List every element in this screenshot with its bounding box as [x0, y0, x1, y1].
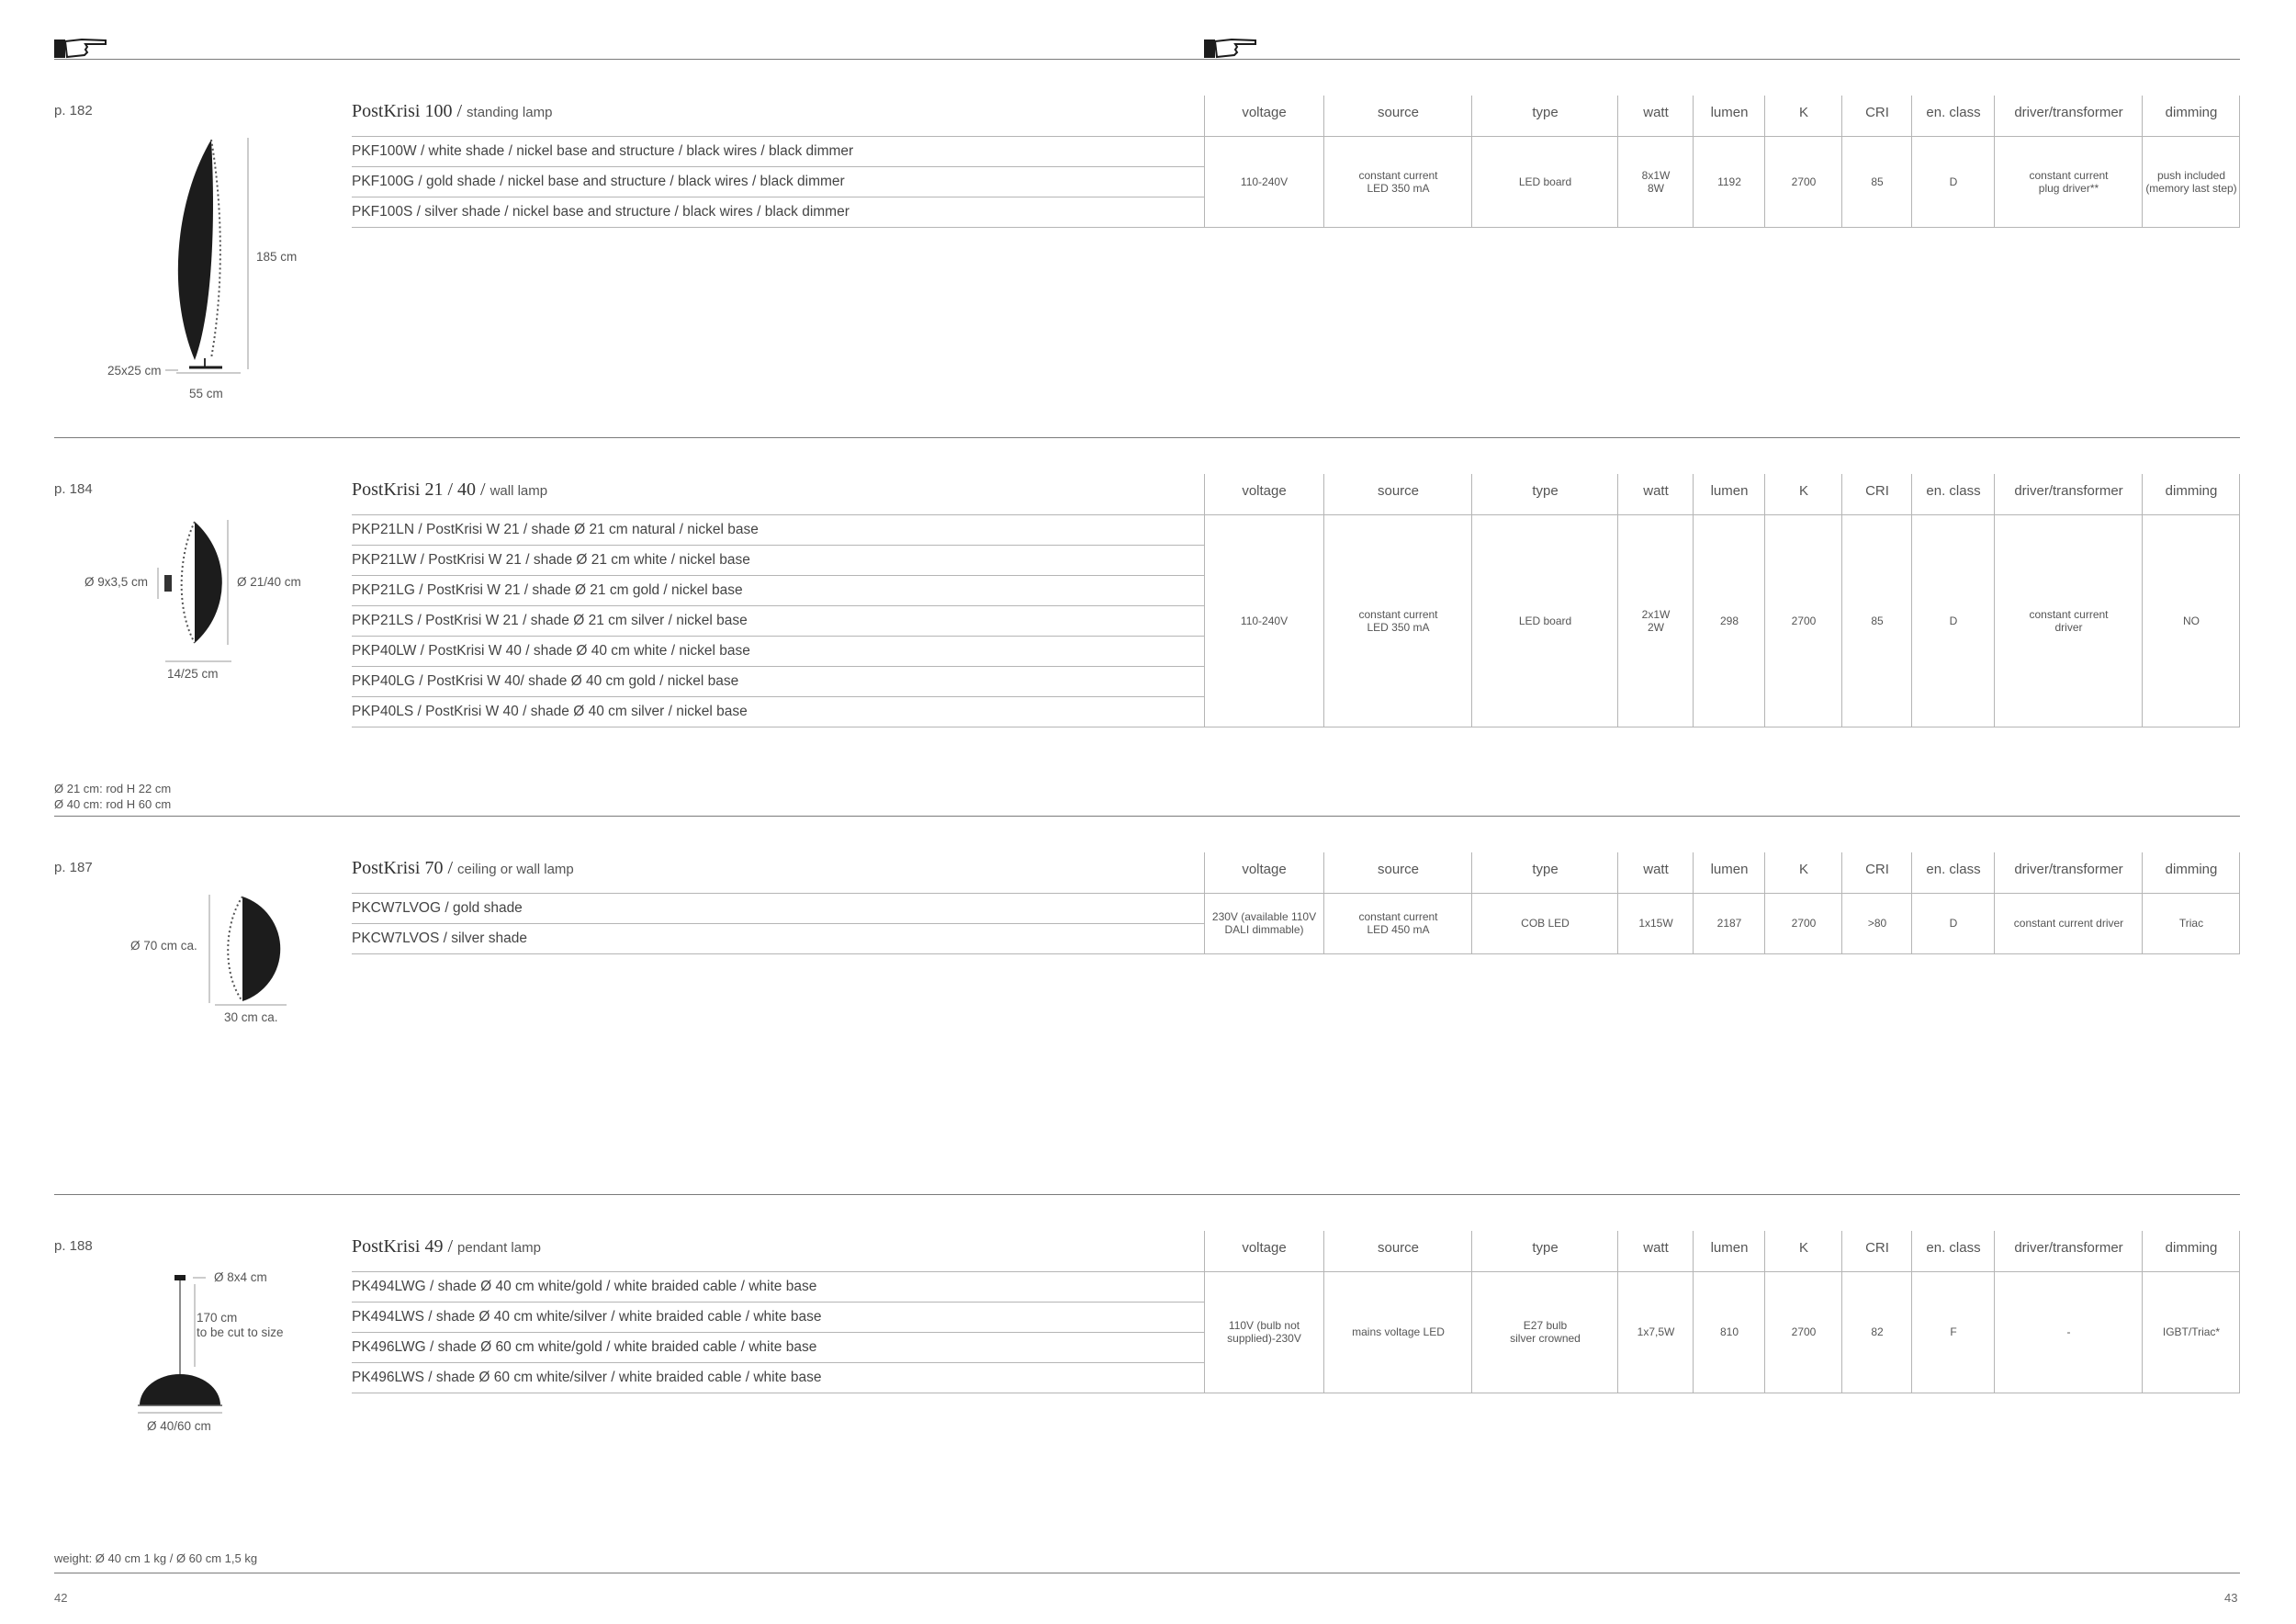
- spec-source: constant current LED 450 mA: [1358, 910, 1438, 936]
- dim-base: Ø 9x3,5 cm: [84, 575, 149, 589]
- spec-CRI: 85: [1871, 614, 1884, 627]
- table-bottom-rule: [352, 227, 2240, 228]
- ceiling-lamp-figure: [202, 887, 312, 1016]
- product-name: PostKrisi 70: [352, 858, 444, 878]
- product-variant: PKP40LG / PostKrisi W 40/ shade Ø 40 cm gold / nickel base: [352, 673, 739, 689]
- title-separator: /: [443, 858, 458, 878]
- dim-depth: 30 cm ca.: [224, 1010, 278, 1024]
- column-header: K: [1798, 483, 1808, 499]
- column-header: voltage: [1242, 862, 1287, 877]
- column-header: type: [1532, 483, 1559, 499]
- section-rule: [54, 816, 2240, 817]
- spec-dimming: push included (memory last step): [2145, 168, 2237, 195]
- page-reference: p. 188: [54, 1238, 93, 1254]
- row-separator: [352, 545, 1204, 546]
- spec-voltage: 230V (available 110V DALI dimmable): [1211, 910, 1317, 936]
- product-variant: PKCW7LVOS / silver shade: [352, 930, 527, 946]
- column-header: voltage: [1242, 105, 1287, 120]
- spec-driver: -: [2066, 1325, 2071, 1338]
- column-header: CRI: [1865, 105, 1889, 120]
- column-header: watt: [1643, 105, 1669, 120]
- section-title: [352, 858, 574, 879]
- column-header: driver/transformer: [2014, 1240, 2123, 1256]
- column-header: watt: [1643, 862, 1669, 877]
- product-variant: PK496LWG / shade Ø 60 cm white/gold / white braided cable / white base: [352, 1339, 817, 1355]
- spec-driver: constant current driver: [2013, 917, 2124, 930]
- column-header: voltage: [1242, 1240, 1287, 1256]
- spec-K: 2700: [1791, 917, 1817, 930]
- product-variant: PKP40LW / PostKrisi W 40 / shade Ø 40 cm white / nickel base: [352, 643, 750, 659]
- row-separator: [352, 1302, 1204, 1303]
- product-name: PostKrisi 49: [352, 1236, 444, 1257]
- column-header: K: [1798, 1240, 1808, 1256]
- row-separator: [352, 166, 1204, 167]
- dim-height: 185 cm: [256, 250, 298, 264]
- product-variant: PK494LWS / shade Ø 40 cm white/silver / white braided cable / white base: [352, 1309, 822, 1325]
- product-variant: PKF100W / white shade / nickel base and structure / black wires / black dimmer: [352, 143, 854, 159]
- dim-diameter: Ø 40/60 cm: [147, 1419, 211, 1433]
- column-header: driver/transformer: [2014, 862, 2123, 877]
- section-title: [352, 1236, 541, 1257]
- spec-voltage: 110-240V: [1240, 175, 1289, 188]
- column-header: type: [1532, 105, 1559, 120]
- spec-source: constant current LED 350 mA: [1358, 168, 1438, 195]
- dim-diameter: Ø 70 cm ca.: [130, 939, 197, 953]
- dim-cable-note: to be cut to size: [197, 1325, 284, 1339]
- pendant-lamp-figure: [129, 1268, 239, 1415]
- spec-CRI: 85: [1871, 175, 1884, 188]
- product-variant: PKP21LW / PostKrisi W 21 / shade Ø 21 cm white / nickel base: [352, 552, 750, 568]
- dim-cable: 170 cm: [197, 1311, 238, 1325]
- column-header: K: [1798, 105, 1808, 120]
- spec-type: COB LED: [1521, 917, 1570, 930]
- standing-lamp-figure: [101, 129, 303, 404]
- row-separator: [352, 575, 1204, 576]
- product-category: ceiling or wall lamp: [457, 862, 574, 877]
- column-header: voltage: [1242, 483, 1287, 499]
- section-title: [352, 479, 547, 501]
- column-header: driver/transformer: [2014, 105, 2123, 120]
- spec-voltage: 110V (bulb not supplied)-230V: [1227, 1319, 1301, 1345]
- row-separator: [352, 636, 1204, 637]
- column-header: lumen: [1710, 483, 1749, 499]
- spec-en-class: F: [1950, 1325, 1957, 1338]
- product-name: PostKrisi 21 / 40: [352, 479, 477, 500]
- product-category: wall lamp: [490, 483, 548, 499]
- spec-lumen: 1192: [1717, 175, 1741, 188]
- spec-en-class: D: [1949, 614, 1958, 627]
- column-header: driver/transformer: [2014, 483, 2123, 499]
- title-separator: /: [452, 101, 467, 121]
- product-variant: PKP21LN / PostKrisi W 21 / shade Ø 21 cm natural / nickel base: [352, 522, 759, 537]
- spec-watt: 1x15W: [1638, 917, 1673, 930]
- page-number-right: 43: [2224, 1591, 2238, 1605]
- column-header: source: [1377, 105, 1420, 120]
- column-header: CRI: [1865, 483, 1889, 499]
- product-variant: PKCW7LVOG / gold shade: [352, 900, 523, 916]
- column-header: lumen: [1710, 105, 1749, 120]
- product-category: standing lamp: [467, 105, 553, 120]
- column-header: watt: [1643, 1240, 1669, 1256]
- column-header: lumen: [1710, 1240, 1749, 1256]
- spec-type: LED board: [1518, 614, 1572, 627]
- section-note: Ø 21 cm: rod H 22 cm: [54, 782, 172, 795]
- page-reference: p. 187: [54, 860, 93, 875]
- row-separator: [352, 923, 1204, 924]
- table-bottom-rule: [352, 953, 2240, 954]
- product-category: pendant lamp: [457, 1240, 541, 1256]
- spec-en-class: D: [1949, 917, 1958, 930]
- product-variant: PK494LWG / shade Ø 40 cm white/gold / white braided cable / white base: [352, 1279, 817, 1294]
- row-separator: [352, 605, 1204, 606]
- spec-lumen: 2187: [1716, 917, 1742, 930]
- dim-base: 25x25 cm: [107, 364, 162, 378]
- column-header: type: [1532, 1240, 1559, 1256]
- spec-K: 2700: [1791, 175, 1817, 188]
- product-variant: PKP21LS / PostKrisi W 21 / shade Ø 21 cm silver / nickel base: [352, 613, 748, 628]
- spec-watt: 1x7,5W: [1637, 1325, 1675, 1338]
- dim-canopy: Ø 8x4 cm: [214, 1270, 267, 1284]
- spec-driver: constant current plug driver**: [2029, 168, 2109, 195]
- dim-depth: 14/25 cm: [167, 667, 219, 681]
- column-header: en. class: [1926, 1240, 1981, 1256]
- row-separator: [352, 1332, 1204, 1333]
- column-header: source: [1377, 1240, 1420, 1256]
- column-header: source: [1377, 483, 1420, 499]
- pointing-hand-icon: [1204, 36, 1259, 60]
- section-note: weight: Ø 40 cm 1 kg / Ø 60 cm 1,5 kg: [54, 1551, 258, 1565]
- product-variant: PK496LWS / shade Ø 60 cm white/silver / white braided cable / white base: [352, 1370, 822, 1385]
- title-separator: /: [443, 1236, 458, 1257]
- top-rule: [54, 59, 2240, 60]
- section-rule: [54, 437, 2240, 438]
- product-variant: PKP21LG / PostKrisi W 21 / shade Ø 21 cm gold / nickel base: [352, 582, 743, 598]
- spec-en-class: D: [1949, 175, 1958, 188]
- spec-watt: 8x1W 8W: [1641, 168, 1671, 195]
- column-header: source: [1377, 862, 1420, 877]
- row-separator: [352, 666, 1204, 667]
- section-title: [352, 101, 552, 122]
- spec-type: LED board: [1518, 175, 1572, 188]
- spec-K: 2700: [1791, 1325, 1817, 1338]
- pointing-hand-icon: [54, 36, 109, 60]
- product-variant: PKF100S / silver shade / nickel base and structure / black wires / black dimmer: [352, 204, 850, 220]
- row-separator: [352, 1362, 1204, 1363]
- dim-width: 55 cm: [189, 387, 223, 400]
- section-note: Ø 40 cm: rod H 60 cm: [54, 797, 172, 811]
- spec-K: 2700: [1791, 614, 1817, 627]
- spec-source: constant current LED 350 mA: [1358, 607, 1438, 634]
- column-header: type: [1532, 862, 1559, 877]
- product-variant: PKF100G / gold shade / nickel base and structure / black wires / black dimmer: [352, 174, 845, 189]
- spec-lumen: 298: [1719, 614, 1739, 627]
- section-rule: [54, 1194, 2240, 1195]
- column-header: CRI: [1865, 1240, 1889, 1256]
- column-header: dimming: [2165, 483, 2218, 499]
- dim-diameter: Ø 21/40 cm: [237, 575, 301, 589]
- spec-CRI: >80: [1867, 917, 1887, 930]
- column-header: CRI: [1865, 862, 1889, 877]
- spec-dimming: IGBT/Triac*: [2162, 1325, 2221, 1338]
- row-separator: [352, 696, 1204, 697]
- column-header: dimming: [2165, 862, 2218, 877]
- wall-lamp-figure: [147, 514, 257, 671]
- page-reference: p. 184: [54, 481, 93, 497]
- column-header: en. class: [1926, 862, 1981, 877]
- spec-voltage: 110-240V: [1240, 614, 1289, 627]
- column-header: en. class: [1926, 105, 1981, 120]
- product-variant: PKP40LS / PostKrisi W 40 / shade Ø 40 cm silver / nickel base: [352, 704, 748, 719]
- column-header: lumen: [1710, 862, 1749, 877]
- spec-CRI: 82: [1871, 1325, 1884, 1338]
- spec-driver: constant current driver: [2029, 607, 2109, 634]
- column-header: en. class: [1926, 483, 1981, 499]
- spec-lumen: 810: [1719, 1325, 1739, 1338]
- spec-source: mains voltage LED: [1352, 1325, 1445, 1338]
- column-header: dimming: [2165, 105, 2218, 120]
- spec-dimming: Triac: [2178, 917, 2204, 930]
- page-number-left: 42: [54, 1591, 68, 1605]
- title-separator: /: [476, 479, 490, 500]
- column-header: K: [1798, 862, 1808, 877]
- spec-type: E27 bulb silver crowned: [1510, 1319, 1581, 1345]
- spec-dimming: NO: [2183, 614, 2200, 627]
- column-header: watt: [1643, 483, 1669, 499]
- spec-watt: 2x1W 2W: [1641, 607, 1671, 634]
- column-header: dimming: [2165, 1240, 2218, 1256]
- product-name: PostKrisi 100: [352, 101, 453, 121]
- page-reference: p. 182: [54, 103, 93, 118]
